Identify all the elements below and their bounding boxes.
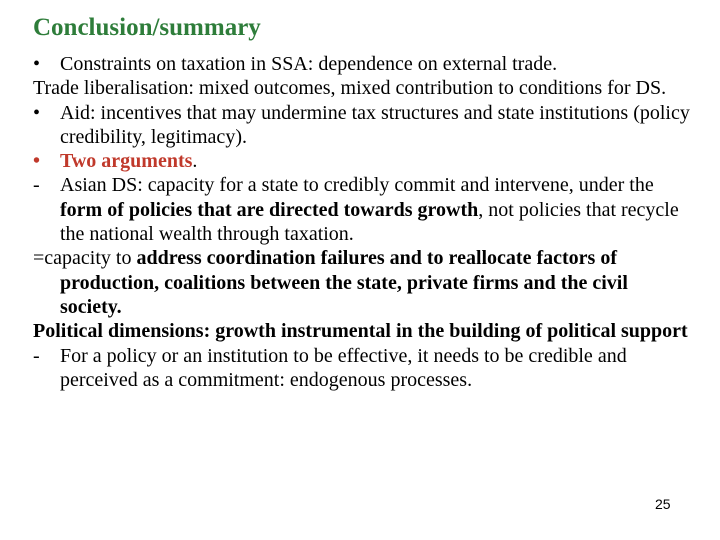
page-number: 25 — [655, 496, 671, 512]
dash-asian-ds — [33, 173, 693, 246]
bullet-two-arguments — [33, 149, 693, 173]
dash-policy-credibility — [33, 344, 693, 393]
bold-text: form of policies that are directed towards growth — [60, 198, 479, 221]
paragraph-text: =capacity to — [33, 247, 137, 270]
paragraph-text: Trade liberalisation: mixed outcomes, mixed contribution to conditions for DS. — [33, 77, 667, 100]
bullet-taxation-constraints — [33, 52, 693, 76]
dash-text-after: , not policies that recycle the national wealth through taxation. — [60, 198, 679, 246]
paragraph-capacity — [33, 246, 693, 319]
bullet-text: . — [192, 150, 198, 173]
bullet-text: Constraints on taxation in SSA: dependence on external trade. — [60, 53, 558, 75]
paragraph-political-dimensions — [33, 319, 693, 343]
dash-marker: - — [33, 174, 40, 197]
slide-content — [33, 52, 693, 392]
bold-text: Political dimensions: growth instrumental in the building of political support — [33, 320, 688, 343]
slide-title: Conclusion/summary — [33, 14, 261, 41]
bullet-marker: • — [33, 53, 41, 75]
bullet-text: Aid: incentives that may undermine tax structures and state institutions (policy credibility, legitimacy). — [60, 101, 690, 148]
dash-text: For a policy or an institution to be effective, it needs to be credible and perceived as a commitment: endogenous processes. — [60, 344, 627, 391]
dash-text: Asian DS: capacity for a state to credibly commit and intervene, under the — [60, 174, 654, 197]
bullet-aid — [33, 101, 693, 150]
paragraph-trade-liberalisation — [33, 76, 693, 100]
bold-text: address coordination failures and to reallocate factors of production, coalitions between the state, private firms and the civil society. — [60, 247, 628, 318]
bullet-marker: • — [33, 150, 41, 173]
highlighted-text: Two arguments — [60, 150, 193, 173]
bullet-marker: • — [33, 101, 41, 124]
dash-marker: - — [33, 344, 40, 367]
